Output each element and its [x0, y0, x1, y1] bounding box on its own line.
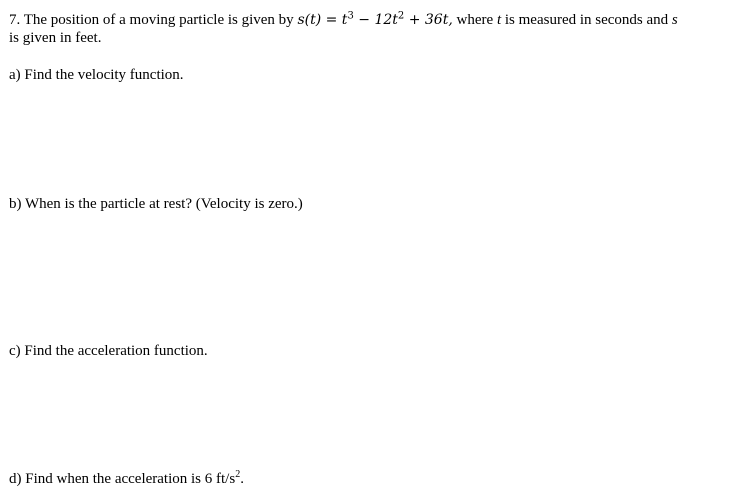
part-d-text: d) Find when the acceleration is 6 ft/s: [9, 471, 236, 487]
position-equation: [297, 12, 452, 28]
part-b-question: b) When is the particle at rest? (Velocity is zero.): [9, 196, 303, 212]
equation-term-3: + 36t,: [404, 12, 453, 28]
problem-statement-line-2: is given in feet.: [9, 30, 102, 46]
equation-term-2: − 12t: [353, 12, 398, 28]
part-d-period: .: [240, 471, 244, 487]
measured-text: is measured in seconds and: [504, 12, 669, 28]
part-d-exponent: 2: [235, 469, 241, 480]
part-c-question: c) Find the acceleration function.: [9, 343, 208, 359]
s-variable: s: [671, 12, 678, 28]
exponent-2: 2: [397, 10, 405, 22]
problem-intro: 7. The position of a moving particle is given by: [9, 12, 294, 28]
equation-lhs: s(t) = t: [297, 12, 348, 28]
where-text: where: [452, 12, 494, 28]
part-d-question: [9, 470, 244, 488]
exponent-3: 3: [347, 10, 354, 22]
problem-statement-line-1: [9, 11, 678, 29]
part-a-question: a) Find the velocity function.: [9, 67, 184, 83]
t-variable: t: [496, 12, 502, 28]
